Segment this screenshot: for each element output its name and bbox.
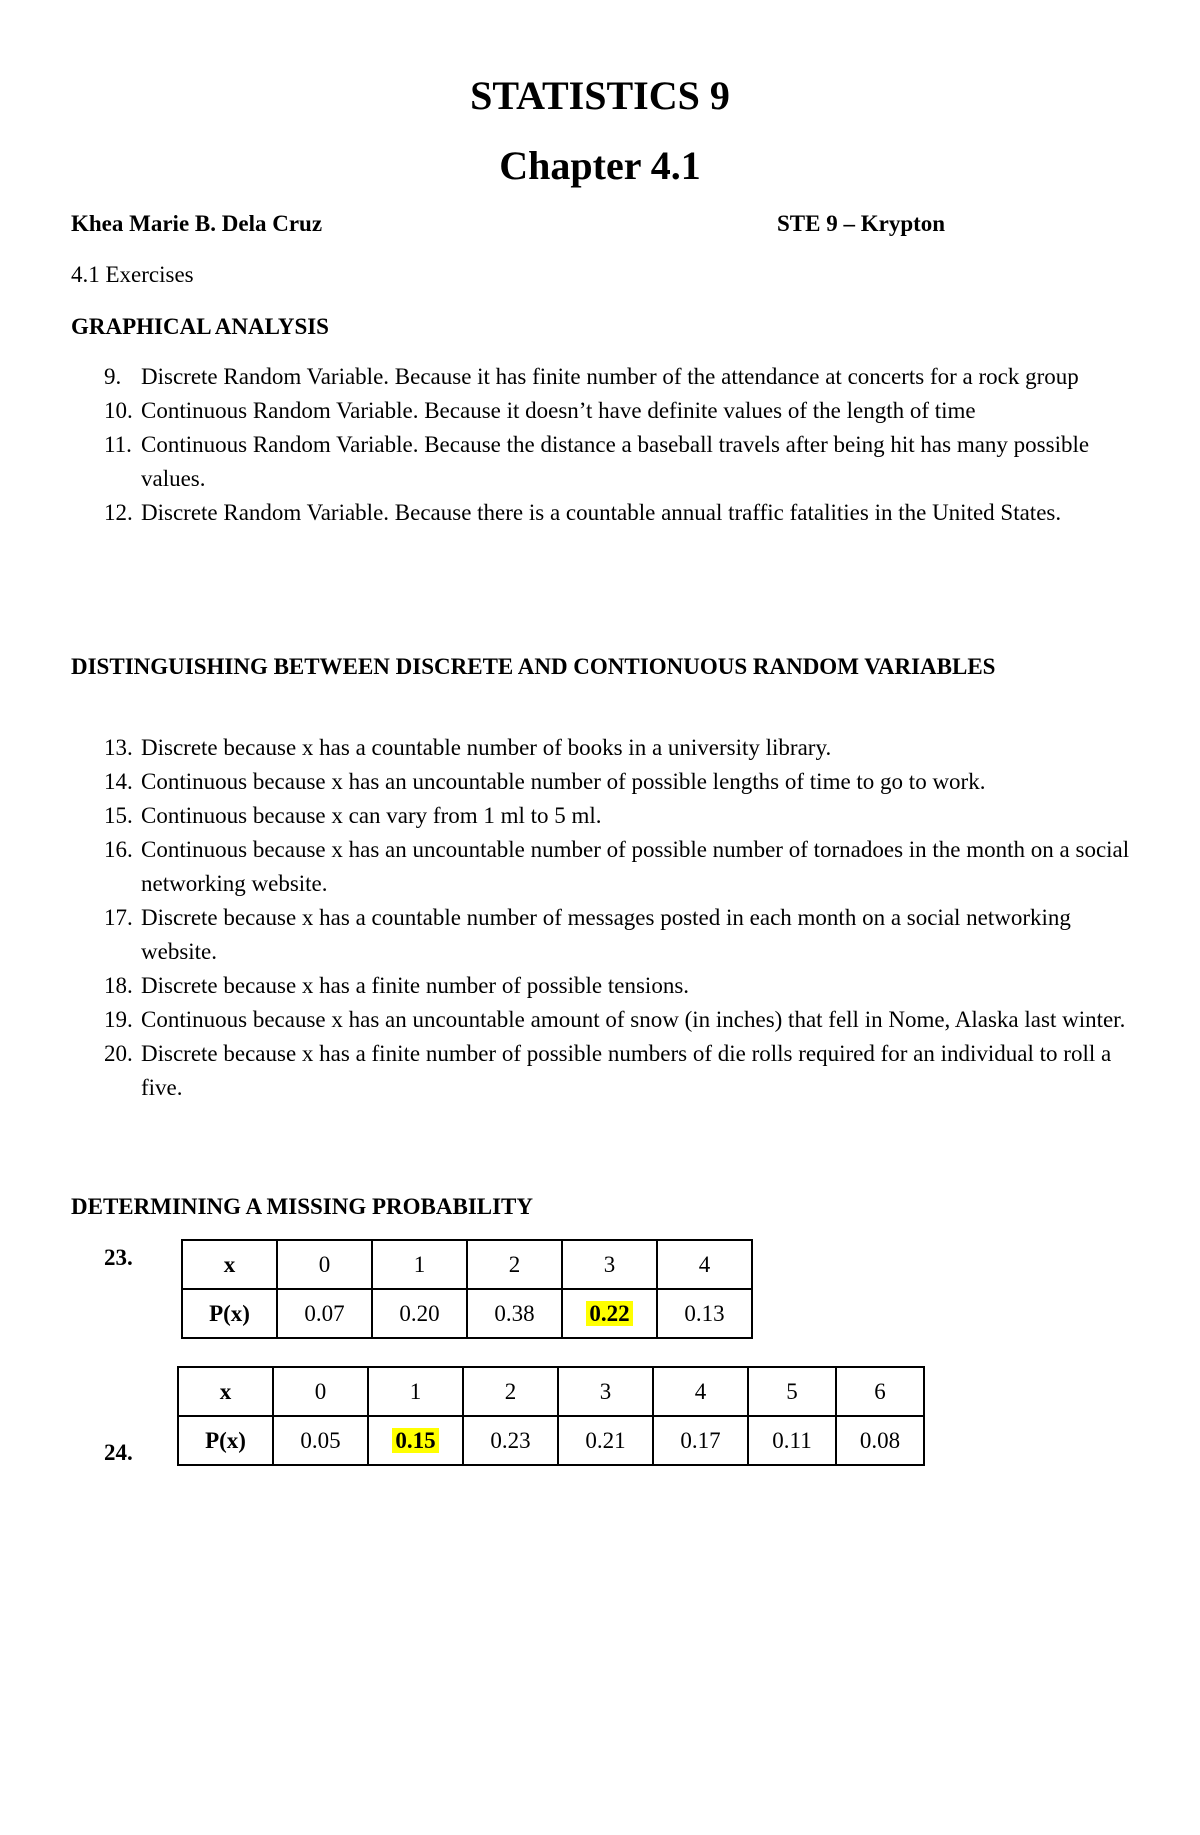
highlighted-answer: 0.15 [392, 1428, 438, 1453]
table-row [178, 1367, 924, 1416]
table-cell: 0.08 [836, 1416, 924, 1465]
question-24-label: 24. [104, 1440, 133, 1465]
highlighted-answer: 0.22 [586, 1301, 632, 1326]
list-item [0, 496, 1131, 530]
table-cell: 0.20 [372, 1289, 467, 1338]
table-cell: 3 [562, 1240, 657, 1289]
item-text: Discrete because x has a countable number of books in a university library. [141, 735, 832, 760]
item-number: 19. [104, 1007, 133, 1032]
table-cell: 0.05 [273, 1416, 368, 1465]
question-23-label: 23. [104, 1245, 133, 1270]
list-item [0, 765, 1131, 799]
list-item [0, 969, 1131, 1003]
table-cell: 0.11 [748, 1416, 836, 1465]
item-text: Continuous Random Variable. Because it doesn’t have definite values of the length of time [141, 398, 976, 423]
item-number: 9. [104, 364, 122, 389]
table-cell: 0 [273, 1367, 368, 1416]
px-header-cell: P(x) [182, 1289, 277, 1338]
student-name: Khea Marie B. Dela Cruz [71, 211, 323, 236]
list-item [0, 731, 1131, 765]
section-heading-distinguishing: DISTINGUISHING BETWEEN DISCRETE AND CONTIONUOUS RANDOM VARIABLES [71, 654, 996, 679]
item-number: 16. [104, 837, 133, 862]
answer-cell [562, 1289, 657, 1338]
answer-cell [368, 1416, 463, 1465]
table-cell: 3 [558, 1367, 653, 1416]
list-item [0, 1037, 1131, 1105]
table-cell: 2 [467, 1240, 562, 1289]
list-item [0, 901, 1131, 969]
item-text: Continuous because x has an uncountable number of possible number of tornadoes in the month on a social networking website. [141, 837, 1130, 896]
item-number: 12. [104, 500, 133, 525]
list-item [0, 833, 1131, 901]
item-text: Continuous Random Variable. Because the distance a baseball travels after being hit has many possible values. [141, 432, 1090, 491]
table-cell: 1 [368, 1367, 463, 1416]
section-heading-missing-probability: DETERMINING A MISSING PROBABILITY [71, 1194, 534, 1219]
item-text: Discrete Random Variable. Because it has finite number of the attendance at concerts for a rock group [141, 364, 1079, 389]
item-number: 17. [104, 905, 133, 930]
table-cell: 0.23 [463, 1416, 558, 1465]
table-cell: 4 [657, 1240, 752, 1289]
item-text: Continuous because x has an uncountable number of possible lengths of time to go to work. [141, 769, 986, 794]
x-header-cell: x [178, 1367, 273, 1416]
graphical-analysis-list [0, 360, 1131, 530]
table-cell: 0.17 [653, 1416, 748, 1465]
item-text: Discrete because x has a countable number of messages posted in each month on a social networking website. [141, 905, 1071, 964]
table-row [182, 1289, 752, 1338]
item-number: 11. [104, 432, 132, 457]
item-number: 14. [104, 769, 133, 794]
table-cell: 0.07 [277, 1289, 372, 1338]
list-item [0, 394, 1131, 428]
class-section: STE 9 – Krypton [777, 211, 946, 236]
table-cell: 0 [277, 1240, 372, 1289]
list-item [0, 428, 1131, 496]
chapter-title: Chapter 4.1 [499, 143, 701, 188]
distinguishing-list [0, 731, 1131, 1105]
item-number: 13. [104, 735, 133, 760]
probability-table-24 [177, 1366, 925, 1466]
item-text: Continuous because x has an uncountable amount of snow (in inches) that fell in Nome, Alaska last winter. [141, 1007, 1126, 1032]
x-header-cell: x [182, 1240, 277, 1289]
table-cell: 0.13 [657, 1289, 752, 1338]
item-number: 15. [104, 803, 133, 828]
table-cell: 4 [653, 1367, 748, 1416]
px-header-cell: P(x) [178, 1416, 273, 1465]
item-text: Discrete because x has a finite number of possible tensions. [141, 973, 690, 998]
table-cell: 0.38 [467, 1289, 562, 1338]
probability-table-23 [181, 1239, 753, 1339]
item-number: 10. [104, 398, 133, 423]
list-item [0, 799, 1131, 833]
list-item [0, 1003, 1131, 1037]
item-number: 20. [104, 1041, 133, 1066]
item-number: 18. [104, 973, 133, 998]
table-row [182, 1240, 752, 1289]
table-row [178, 1416, 924, 1465]
section-heading-graphical: GRAPHICAL ANALYSIS [71, 314, 329, 339]
item-text: Continuous because x can vary from 1 ml to 5 ml. [141, 803, 602, 828]
item-text: Discrete Random Variable. Because there is a countable annual traffic fatalities in the United States. [141, 500, 1062, 525]
list-item [0, 360, 1131, 394]
item-text: Discrete because x has a finite number of possible numbers of die rolls required for an individual to roll a five. [141, 1041, 1112, 1100]
table-cell: 5 [748, 1367, 836, 1416]
table-cell: 6 [836, 1367, 924, 1416]
document-title: STATISTICS 9 [470, 73, 730, 118]
table-cell: 2 [463, 1367, 558, 1416]
exercise-subtitle: 4.1 Exercises [71, 262, 194, 287]
table-cell: 1 [372, 1240, 467, 1289]
table-cell: 0.21 [558, 1416, 653, 1465]
